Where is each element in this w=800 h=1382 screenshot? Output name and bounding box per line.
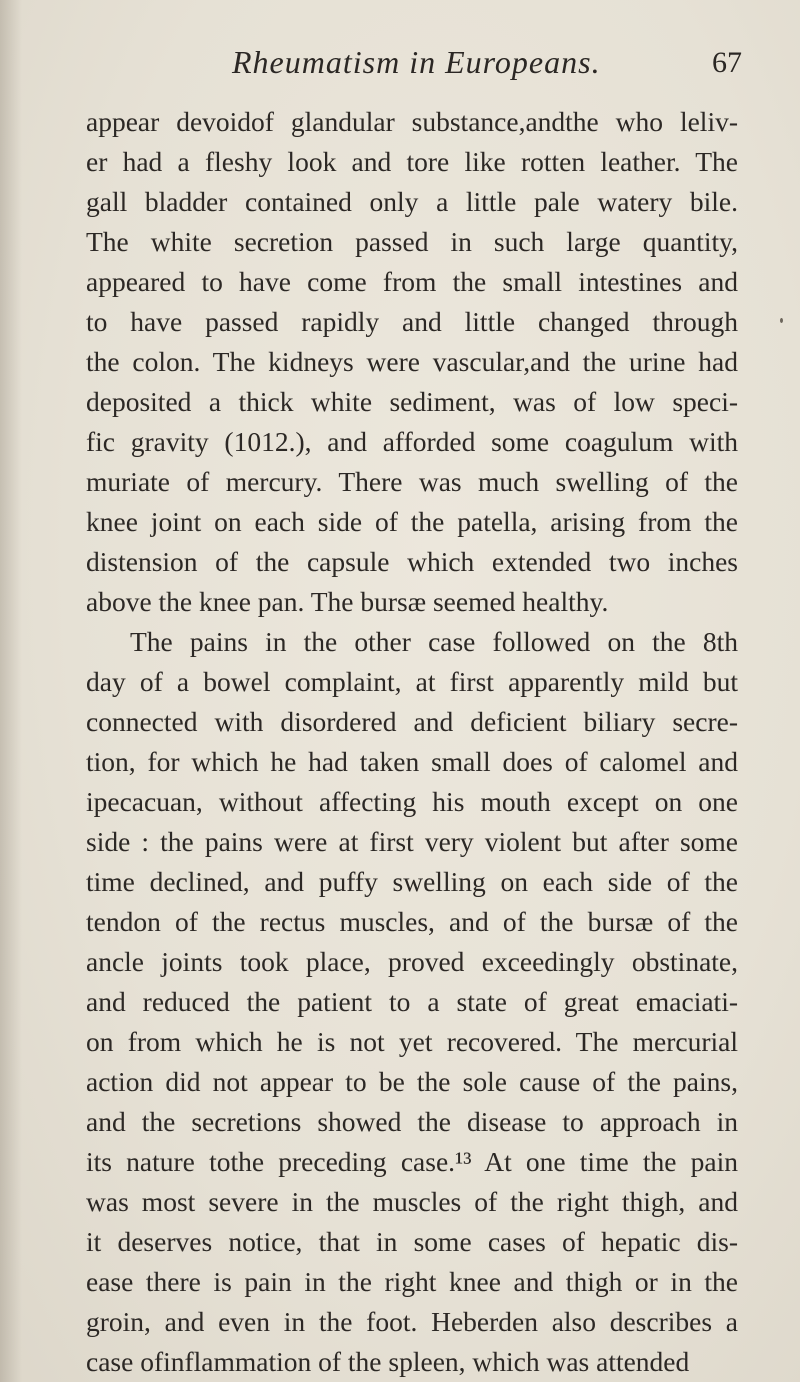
text-line: on from which he is not yet recovered. The mercurial xyxy=(86,1026,738,1057)
text-line: to have passed rapidly and little changed through xyxy=(86,306,738,337)
text-line: ancle joints took place, proved exceedingly obstinate, xyxy=(86,946,738,977)
text-line: ease there is pain in the right knee and thigh or in the xyxy=(86,1266,738,1297)
text-line: and reduced the patient to a state of great emaciati- xyxy=(86,986,738,1017)
text-line: The white secretion passed in such large quantity, xyxy=(86,226,738,257)
text-line: ipecacuan, without affecting his mouth except on one xyxy=(86,786,738,817)
text-line: muriate of mercury. There was much swelling of the xyxy=(86,466,738,497)
text-line: above the knee pan. The bursæ seemed healthy. xyxy=(86,586,609,617)
running-head xyxy=(0,44,800,94)
text-line: appeared to have come from the small intestines and xyxy=(86,266,738,297)
text-line: The pains in the other case followed on the 8th xyxy=(130,626,738,657)
page-gutter-shadow xyxy=(0,0,22,1382)
text-line: tion, for which he had taken small does of calomel and xyxy=(86,746,738,777)
text-line: er had a fleshy look and tore like rotten leather. The xyxy=(86,146,738,177)
text-line: action did not appear to be the sole cause of the pains, xyxy=(86,1066,738,1097)
text-line: fic gravity (1012.), and afforded some coagulum with xyxy=(86,426,738,457)
text-line: it deserves notice, that in some cases of hepatic dis- xyxy=(86,1226,738,1257)
text-line: distension of the capsule which extended two inches xyxy=(86,546,738,577)
text-line: appear devoidof glandular substance,andthe who leliv- xyxy=(86,106,738,137)
text-line: and the secretions showed the disease to approach in xyxy=(86,1106,738,1137)
text-line: side : the pains were at first very violent but after some xyxy=(86,826,738,857)
text-line: groin, and even in the foot. Heberden also describes a xyxy=(86,1306,738,1337)
paper-speck xyxy=(780,318,783,323)
text-line: gall bladder contained only a little pale watery bile. xyxy=(86,186,738,217)
text-line: case ofinflammation of the spleen, which was attended xyxy=(86,1346,690,1377)
text-line: the colon. The kidneys were vascular,and the urine had xyxy=(86,346,738,377)
running-head-title: Rheumatism in Europeans. xyxy=(232,44,601,80)
text-line: day of a bowel complaint, at first apparently mild but xyxy=(86,666,738,697)
text-line: tendon of the rectus muscles, and of the bursæ of the xyxy=(86,906,738,937)
text-line: connected with disordered and deficient biliary secre- xyxy=(86,706,738,737)
text-line: knee joint on each side of the patella, arising from the xyxy=(86,506,738,537)
text-line: was most severe in the muscles of the right thigh, and xyxy=(86,1186,738,1217)
text-line: deposited a thick white sediment, was of low speci- xyxy=(86,386,738,417)
text-line: time declined, and puffy swelling on each side of the xyxy=(86,866,738,897)
text-line: its nature tothe preceding case.¹³ At one time the pain xyxy=(86,1146,738,1177)
page-number: 67 xyxy=(712,46,742,79)
